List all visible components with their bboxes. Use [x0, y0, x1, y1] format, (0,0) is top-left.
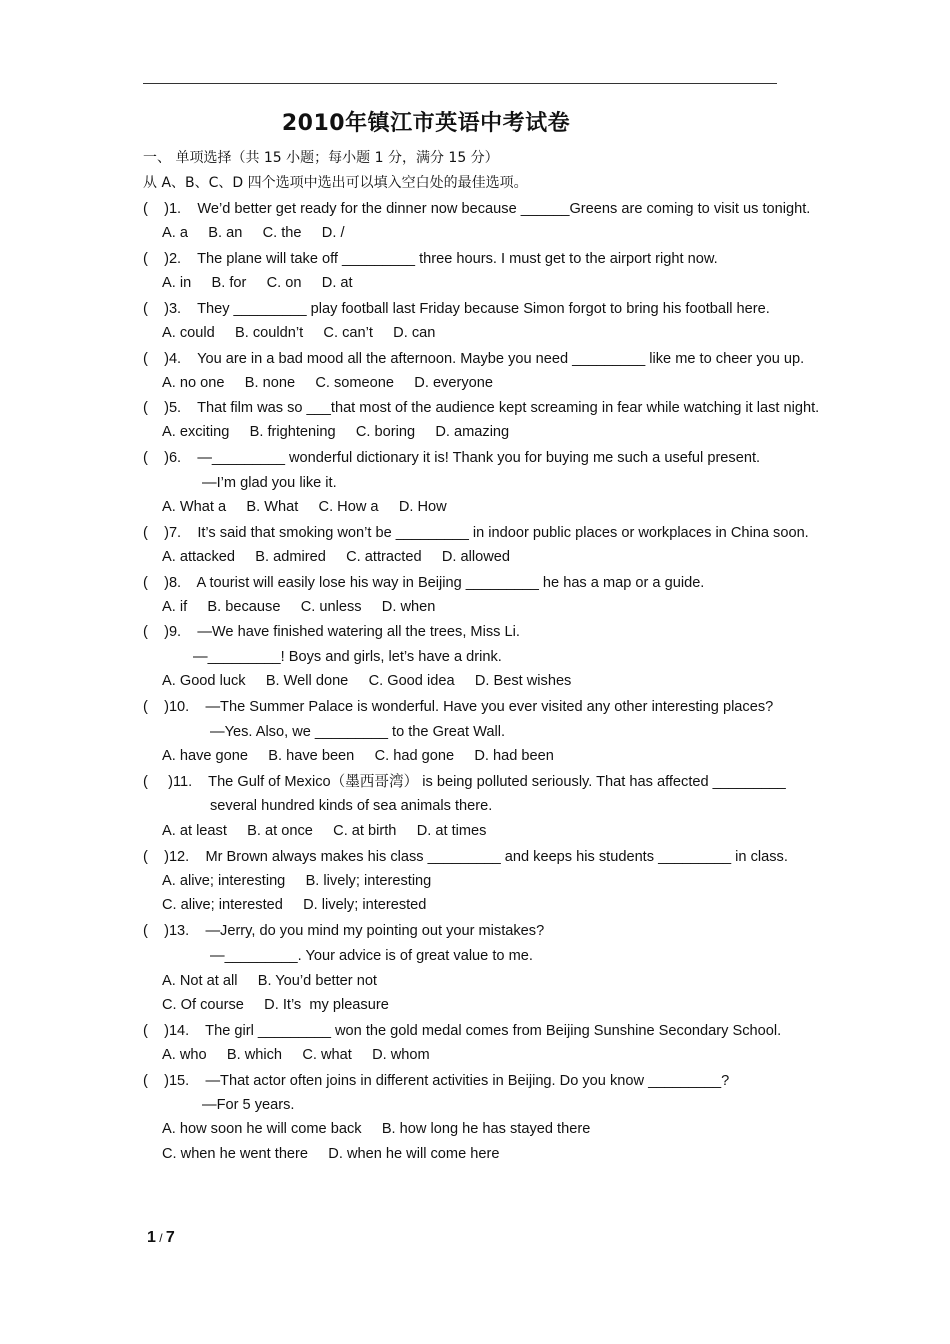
question-4-options: A. no one B. none C. someone D. everyone — [162, 375, 493, 391]
page-number — [147, 1229, 175, 1247]
question-11: ( )11. The Gulf of Mexico（墨西哥湾） is being polluted seriously. That has affected _________ — [143, 774, 786, 790]
question-9-options: A. Good luck B. Well done C. Good idea D. Best wishes — [162, 673, 572, 689]
question-2: ( )2. The plane will take off _________ three hours. I must get to the airport right now. — [143, 251, 718, 267]
question-12-options-1: A. alive; interesting B. lively; interesting — [162, 873, 432, 889]
question-11-continued: several hundred kinds of sea animals there. — [210, 798, 493, 814]
question-15: ( )15. —That actor often joins in different activities in Beijing. Do you know _________? — [143, 1073, 730, 1089]
total-pages: 7 — [165, 1229, 175, 1246]
page-separator: / — [155, 1231, 166, 1245]
section-instruction: 从 A、B、C、D 四个选项中选出可以填入空白处的最佳选项。 — [143, 175, 528, 191]
question-10: ( )10. —The Summer Palace is wonderful. Have you ever visited any other interesting places? — [143, 699, 774, 715]
question-10-reply: —Yes. Also, we _________ to the Great Wall. — [210, 724, 506, 740]
question-15-options-2: C. when he went there D. when he will come here — [162, 1146, 500, 1162]
question-6: ( )6. —_________ wonderful dictionary it is! Thank you for buying me such a useful present. — [143, 450, 761, 466]
question-7-options: A. attacked B. admired C. attracted D. allowed — [162, 549, 510, 565]
question-14-options: A. who B. which C. what D. whom — [162, 1047, 430, 1063]
question-1-options: A. a B. an C. the D. / — [162, 225, 345, 241]
question-10-options: A. have gone B. have been C. had gone D. had been — [162, 748, 554, 764]
question-9-reply: —_________! Boys and girls, let’s have a drink. — [193, 649, 502, 665]
current-page: 1 — [147, 1229, 156, 1246]
question-4: ( )4. You are in a bad mood all the afternoon. Maybe you need _________ like me to cheer you up. — [143, 351, 805, 367]
question-14: ( )14. The girl _________ won the gold medal comes from Beijing Sunshine Secondary School. — [143, 1023, 782, 1039]
page-title: 2010年镇江市英语中考试卷 — [281, 111, 571, 136]
question-8-options: A. if B. because C. unless D. when — [162, 599, 436, 615]
question-1: ( )1. We’d better get ready for the dinner now because ______Greens are coming to visit us tonight. — [143, 201, 811, 217]
question-5: ( )5. That film was so ___that most of the audience kept screaming in fear while watching it last night. — [143, 400, 820, 416]
question-12-options-2: C. alive; interested D. lively; interested — [162, 897, 427, 913]
question-11-options: A. at least B. at once C. at birth D. at times — [162, 823, 487, 839]
question-3: ( )3. They _________ play football last Friday because Simon forgot to bring his football here. — [143, 301, 770, 317]
question-6-options: A. What a B. What C. How a D. How — [162, 499, 447, 515]
header-rule — [143, 83, 777, 84]
question-15-reply: —For 5 years. — [202, 1097, 295, 1113]
question-13-reply: —_________. Your advice is of great value to me. — [210, 948, 533, 964]
question-2-options: A. in B. for C. on D. at — [162, 275, 353, 291]
question-12: ( )12. Mr Brown always makes his class _________ and keeps his students _________ in class. — [143, 849, 788, 865]
question-8: ( )8. A tourist will easily lose his way in Beijing _________ he has a map or a guide. — [143, 575, 705, 591]
question-13-options-2: C. Of course D. It’s my pleasure — [162, 997, 389, 1013]
question-13: ( )13. —Jerry, do you mind my pointing out your mistakes? — [143, 923, 545, 939]
question-15-options-1: A. how soon he will come back B. how long he has stayed there — [162, 1121, 591, 1137]
question-6-reply: —I’m glad you like it. — [202, 475, 337, 491]
question-9: ( )9. —We have finished watering all the trees, Miss Li. — [143, 624, 520, 640]
section-heading: 一、 单项选择（共 15 小题；每小题 1 分，满分 15 分） — [143, 150, 499, 166]
question-7: ( )7. It’s said that smoking won’t be _________ in indoor public places or workplaces in China soon. — [143, 525, 809, 541]
question-3-options: A. could B. couldn’t C. can’t D. can — [162, 325, 436, 341]
question-13-options-1: A. Not at all B. You’d better not — [162, 973, 377, 989]
question-5-options: A. exciting B. frightening C. boring D. amazing — [162, 424, 510, 440]
